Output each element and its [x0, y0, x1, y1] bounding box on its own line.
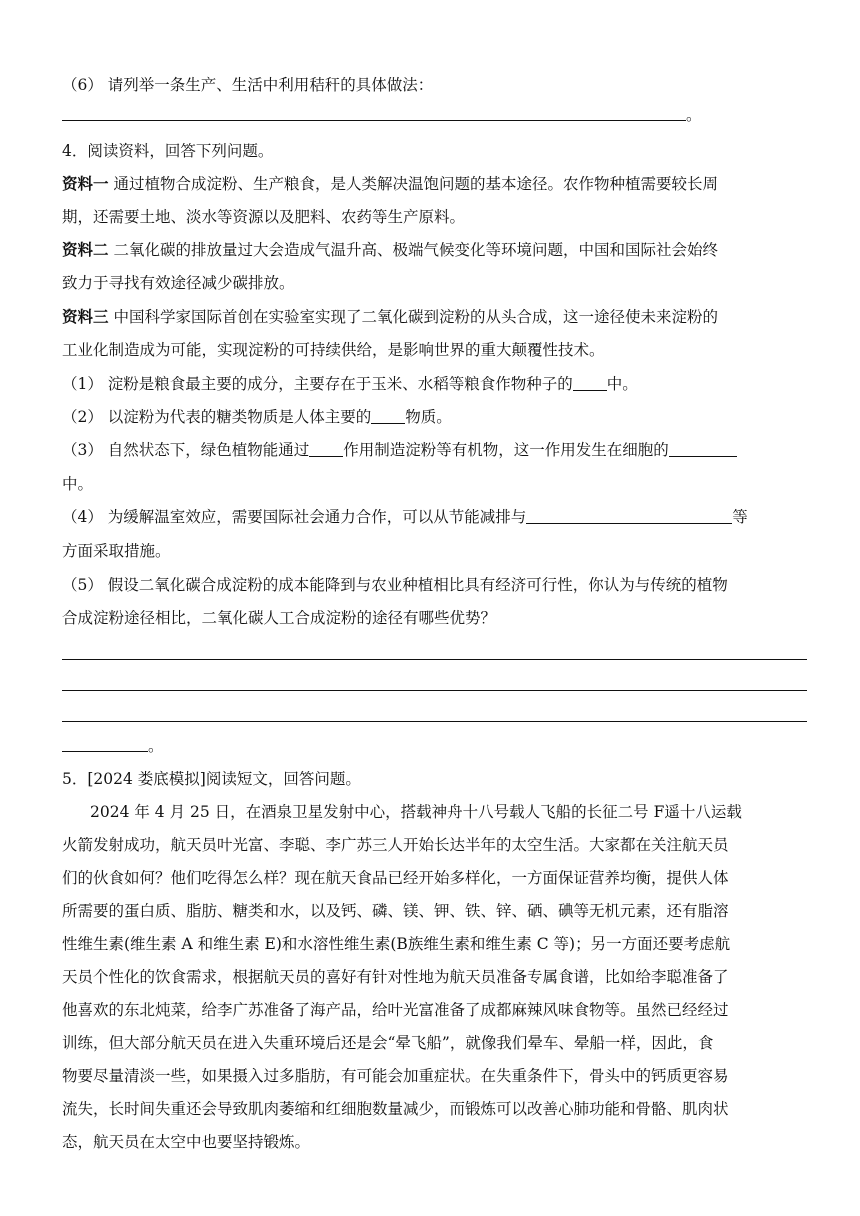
q3-sub6-answer-line[interactable]: [62, 120, 686, 121]
q4-material-1-line-1: 资料一 通过植物合成淀粉、生产粮食，是人类解决温饱问题的基本途径。农作物种植需要较长周: [62, 174, 718, 193]
q4-title: 4．阅读资料，回答下列问题。: [62, 142, 274, 160]
q5-paragraph-line: 态，航天员在太空中也要坚持锻炼。: [62, 1133, 311, 1151]
q4-material-2-label: 资料二: [62, 240, 109, 259]
q3-sub6-prompt: （6） 请列举一条生产、生活中利用秸秆的具体做法：: [62, 76, 434, 94]
q5-paragraph-line: 们的伙食如何？他们吃得怎么样？现在航天食品已经开始多样化，一方面保证营养均衡，提供人体: [62, 869, 729, 887]
q4-material-2-line-2: 致力于寻找有效途径减少碳排放。: [62, 274, 295, 292]
q4-sub5-line-2: 合成淀粉途径相比，二氧化碳人工合成淀粉的途径有哪些优势？: [62, 609, 497, 627]
q5-paragraph-line: 2024 年 4 月 25 日，在酒泉卫星发射中心，搭载神舟十八号载人飞船的长征二号 F遥十八运载: [90, 803, 742, 821]
q5-paragraph-line: 流失，长时间失重还会导致肌肉萎缩和红细胞数量减少，而锻炼可以改善心肺功能和骨骼、肌肉状: [62, 1100, 729, 1118]
q5-paragraph-line: 火箭发射成功，航天员叶光富、李聪、李广苏三人开始长达半年的太空生活。大家都在关注航天员: [62, 836, 729, 854]
q4-sub2: （2） 以淀粉为代表的糖类物质是人体主要的 物质。: [62, 408, 452, 426]
q4-sub3: （3） 自然状态下，绿色植物能通过 作用制造淀粉等有机物，这一作用发生在细胞的: [62, 439, 807, 461]
q4-sub1: （1） 淀粉是粮食最主要的成分，主要存在于玉米、水稻等粮食作物种子的 中。: [62, 375, 638, 393]
q4-sub3-blank-2[interactable]: [669, 441, 737, 457]
q4-sub4-blank[interactable]: [526, 508, 732, 524]
q4-sub5-answer-line-2[interactable]: [62, 690, 807, 691]
q4-sub2-blank[interactable]: [371, 408, 405, 424]
q4-material-3-line-1: 资料三 中国科学家国际首创在实验室实现了二氧化碳到淀粉的从头合成，这一途径使未来淀粉的: [62, 307, 718, 326]
q4-material-3-line-2: 工业化制造成为可能，实现淀粉的可持续供给，是影响世界的重大颠覆性技术。: [62, 341, 605, 359]
q4-material-1-line-2: 期，还需要土地、淡水等资源以及肥料、农药等生产原料。: [62, 208, 466, 226]
q4-sub5-answer-line-1[interactable]: [62, 659, 807, 660]
q5-paragraph-line: 所需要的蛋白质、脂肪、糖类和水，以及钙、磷、镁、钾、铁、锌、硒、碘等无机元素，还有脂溶: [62, 902, 729, 920]
q5-paragraph-line: 物要尽量清淡一些，如果摄入过多脂肪，有可能会加重症状。在失重条件下，骨头中的钙质更容易: [62, 1067, 729, 1085]
q4-sub5-answer-line-3[interactable]: [62, 721, 807, 722]
q4-sub1-blank[interactable]: [573, 375, 607, 391]
q4-material-1-label: 资料一: [62, 174, 109, 193]
q5-paragraph-line: 性维生素(维生素 A 和维生素 E)和水溶性维生素(B族维生素和维生素 C 等)；另一方面还要考虑航: [62, 935, 731, 953]
q5-paragraph-line: 训练，但大部分航天员在进入失重环境后还是会“晕飞船”，就像我们晕车、晕船一样，因此，食: [62, 1034, 714, 1052]
q4-material-3-label: 资料三: [62, 307, 109, 326]
q4-sub4: （4） 为缓解温室效应，需要国际社会通力合作，可以从节能减排与 等: [62, 508, 748, 526]
q4-sub4-line-2: 方面采取措施。: [62, 542, 171, 560]
q4-sub5-line-1: （5） 假设二氧化碳合成淀粉的成本能降到与农业种植相比具有经济可行性，你认为与传统的植物: [62, 576, 728, 594]
q5-title: 5．[2024 娄底模拟]阅读短文，回答问题。: [62, 770, 361, 788]
q5-paragraph-line: 他喜欢的东北炖菜，给李广苏准备了海产品，给叶光富准备了成都麻辣风味食物等。虽然已经经过: [62, 1001, 729, 1019]
q4-sub5-answer-line-4[interactable]: [62, 751, 148, 752]
q4-sub3-end: 中。: [62, 475, 94, 493]
q4-sub5-end: 。: [148, 737, 164, 755]
q4-material-2-line-1: 资料二 二氧化碳的排放量过大会造成气温升高、极端气候变化等环境问题，中国和国际社会始终: [62, 240, 718, 259]
q4-sub3-blank-1[interactable]: [309, 441, 343, 457]
q5-paragraph-line: 天员个性化的饮食需求，根据航天员的喜好有针对性地为航天员准备专属食谱，比如给李聪准备了: [62, 968, 729, 986]
q3-sub6-end: 。: [686, 106, 702, 124]
